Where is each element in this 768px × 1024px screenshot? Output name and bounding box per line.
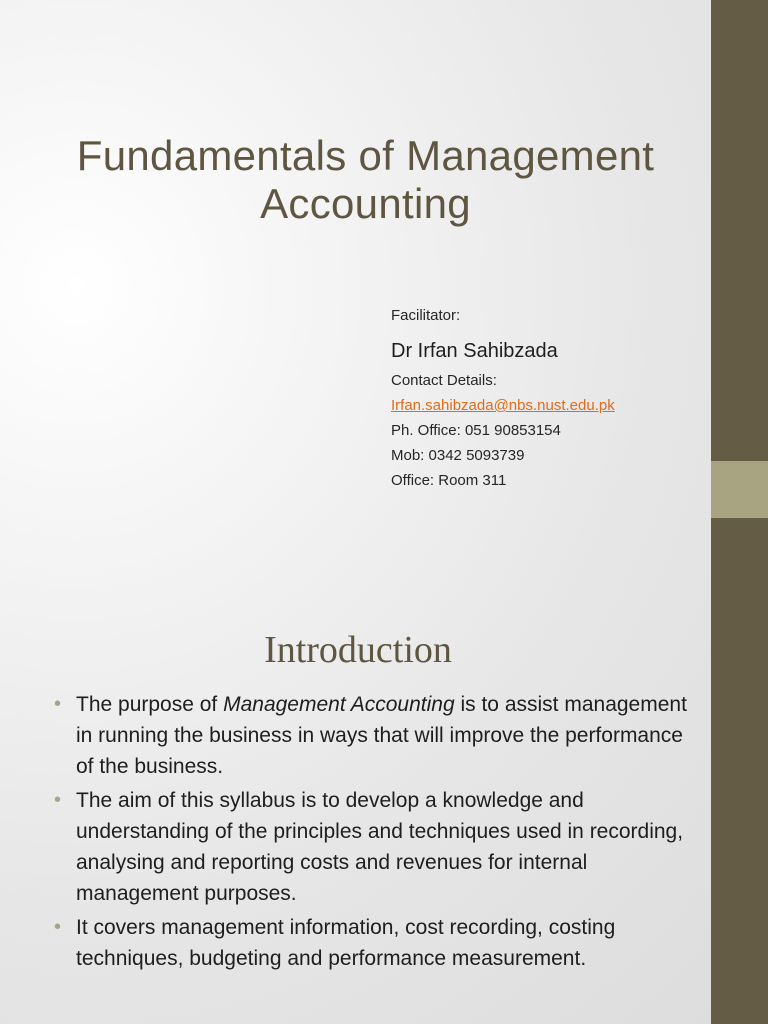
mobile-value: 0342 5093739 [428, 447, 525, 464]
office-row [391, 468, 701, 493]
facilitator-label: Facilitator: [391, 307, 461, 324]
phone-office-row [391, 418, 701, 443]
contact-block [391, 306, 701, 493]
list-item [54, 912, 694, 974]
bullet-text: The aim of this syllabus is to develop a knowledge and understanding of the principles and techniques used in recording, analysing and reporting costs and revenues for internal management purposes. [76, 789, 684, 905]
phone-office-label: Ph. Office: [391, 422, 461, 439]
list-item [54, 785, 694, 909]
bullet-text-pre: The purpose of [76, 693, 224, 716]
side-band-accent [711, 461, 768, 518]
introduction-heading: Introduction [264, 629, 452, 671]
slide-title: Fundamentals of Management Accounting [76, 132, 655, 227]
contact-details-label: Contact Details: [391, 372, 497, 389]
bullet-icon: • [54, 693, 62, 715]
bullet-icon: • [54, 916, 62, 938]
bullet-list [54, 689, 694, 977]
bullet-text-emphasis: Management Accounting [223, 693, 455, 716]
list-item [54, 689, 694, 782]
mobile-label: Mob: [391, 447, 425, 464]
email-link[interactable]: Irfan.sahibzada@nbs.nust.edu.pk [391, 397, 615, 414]
office-value: Room 311 [438, 472, 507, 489]
phone-office-value: 051 90853154 [464, 422, 561, 439]
mobile-row [391, 443, 701, 468]
bullet-text-post: is to assist management in running the business in ways that will improve the performance of the business. [76, 693, 687, 778]
title-slide [0, 0, 711, 512]
bullet-icon: • [54, 789, 62, 811]
facilitator-name: Dr Irfan Sahibzada [391, 340, 558, 362]
bullet-text: It covers management information, cost recording, costing techniques, budgeting and performance measurement. [76, 916, 616, 970]
office-label: Office: [391, 472, 435, 489]
